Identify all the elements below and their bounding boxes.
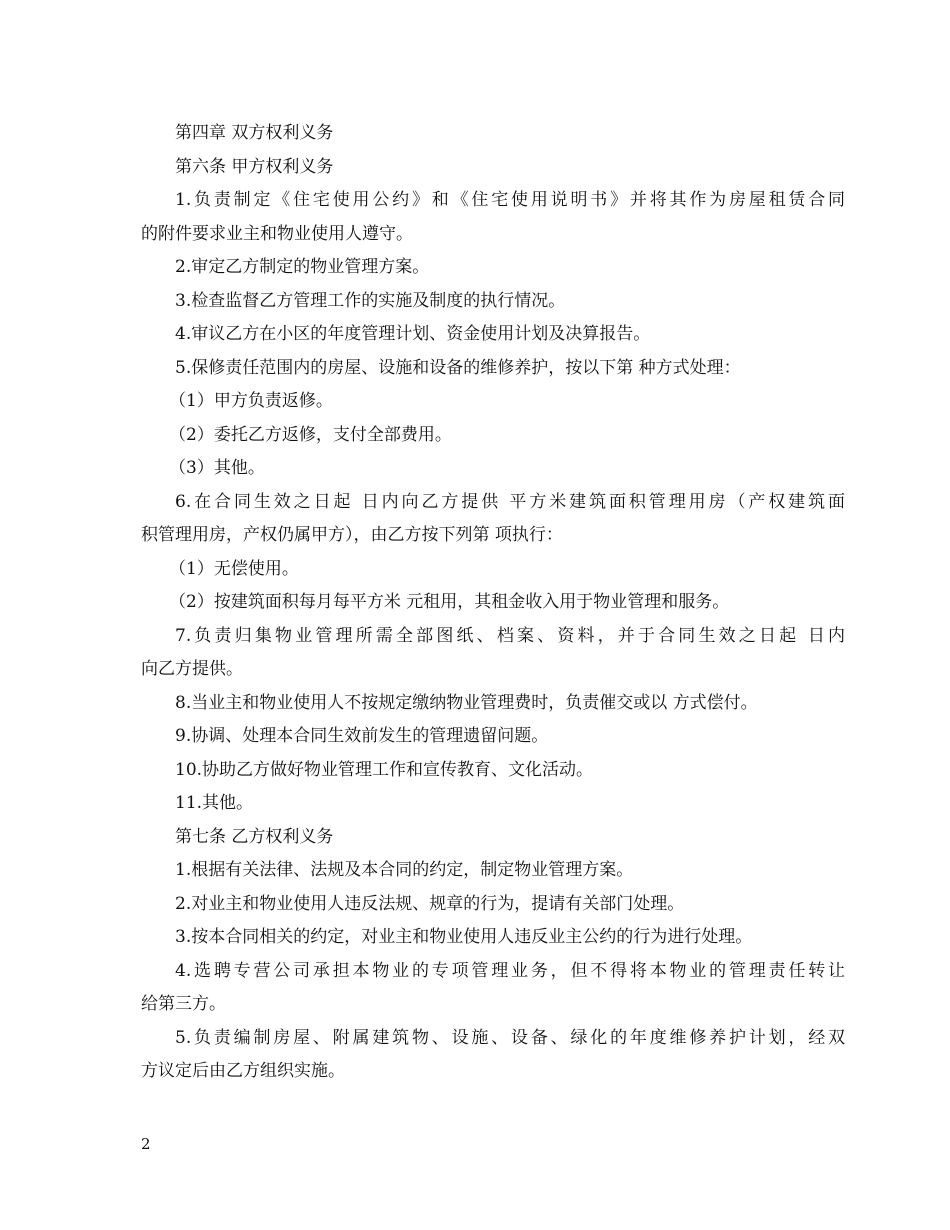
paragraph-line: （2）委托乙方返修，支付全部费用。: [169, 424, 452, 445]
article-heading: 第六条 甲方权利义务: [175, 156, 334, 177]
paragraph-line: 6.在合同生效之日起 日内向乙方提供 平方米建筑面积管理用房（产权建筑面: [175, 491, 845, 512]
paragraph-line: 5.保修责任范围内的房屋、设施和设备的维修养护，按以下第 种方式处理：: [175, 357, 741, 378]
paragraph-line: 2.对业主和物业使用人违反法规、规章的行为，提请有关部门处理。: [175, 893, 685, 914]
paragraph-line: （1）无偿使用。: [169, 558, 299, 579]
paragraph-line: 7.负责归集物业管理所需全部图纸、档案、资料，并于合同生效之日起 日内: [175, 625, 845, 646]
paragraph-line: 1.负责制定《住宅使用公约》和《住宅使用说明书》并将其作为房屋租赁合同: [175, 190, 845, 210]
paragraph-line: 3.按本合同相关的约定，对业主和物业使用人违反业主公约的行为进行处理。: [175, 927, 753, 947]
article-heading: 第七条 乙方权利义务: [175, 826, 334, 847]
paragraph-line: 向乙方提供。: [141, 659, 243, 679]
paragraph-line: 3.检查监督乙方管理工作的实施及制度的执行情况。: [175, 290, 566, 311]
document-body: [141, 117, 845, 1089]
paragraph-line: 给第三方。: [141, 994, 226, 1014]
paragraph-line: 积管理用房，产权仍属甲方），由乙方按下列第 项执行：: [141, 525, 563, 545]
paragraph-line: 11.其他。: [175, 793, 254, 813]
paragraph-line: 9.协调、处理本合同生效前发生的管理遗留问题。: [175, 726, 549, 746]
paragraph-line: 4.选聘专营公司承担本物业的专项管理业务，但不得将本物业的管理责任转让: [175, 960, 845, 981]
paragraph-line: （3）其他。: [169, 458, 265, 478]
paragraph-line: 10.协助乙方做好物业管理工作和宣传教育、文化活动。: [175, 759, 594, 780]
paragraph-line: （1）甲方负责返修。: [169, 391, 333, 411]
paragraph-line: 5.负责编制房屋、附属建筑物、设施、设备、绿化的年度维修养护计划，经双: [175, 1027, 845, 1048]
paragraph-line: 4.审议乙方在小区的年度管理计划、资金使用计划及决算报告。: [175, 324, 651, 344]
page-number: 2: [141, 1135, 151, 1153]
paragraph-line: 方议定后由乙方组织实施。: [141, 1061, 345, 1081]
paragraph-line: 的附件要求业主和物业使用人遵守。: [141, 223, 413, 244]
paragraph-line: 1.根据有关法律、法规及本合同的约定，制定物业管理方案。: [175, 860, 634, 880]
paragraph-line: 2.审定乙方制定的物业管理方案。: [175, 257, 430, 277]
chapter-heading: 第四章 双方权利义务: [175, 123, 334, 143]
paragraph-line: 8.当业主和物业使用人不按规定缴纳物业管理费时，负责催交或以 方式偿付。: [175, 692, 758, 713]
paragraph-line: （2）按建筑面积每月每平方米 元租用，其租金收入用于物业管理和服务。: [169, 592, 730, 612]
